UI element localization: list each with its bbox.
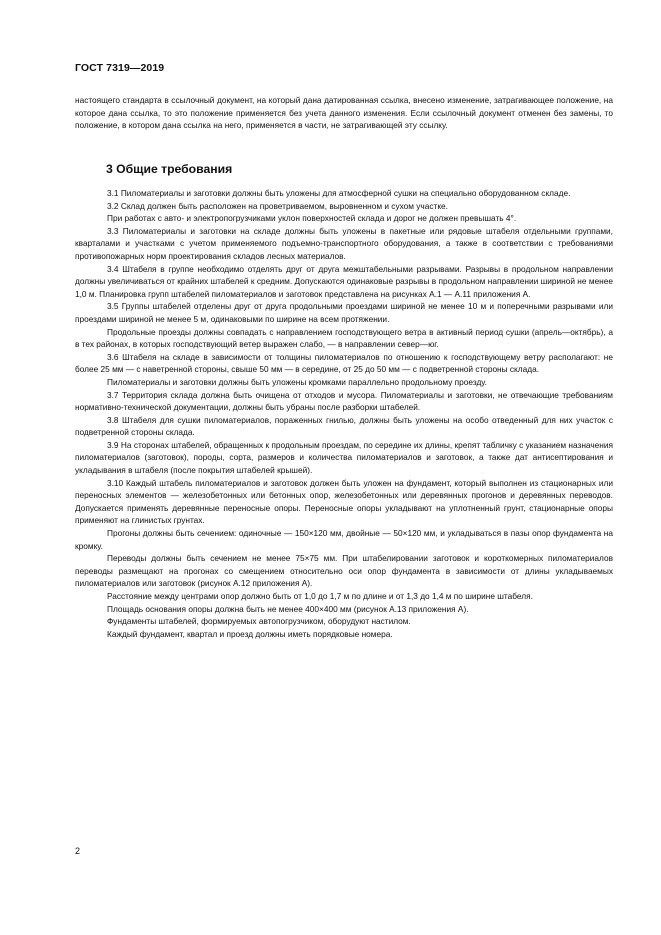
paragraph: 3.5 Группы штабелей отделены друг от друга продольными проездами шириной не менее 10 м и поперечными разрывами или проездами шириной не менее 5 м, одинаковыми по ширине на всем протяжении.	[75, 301, 613, 324]
standard-header: ГОСТ 7319—2019	[75, 62, 165, 74]
paragraph: 3.6 Штабеля на складе в зависимости от толщины пиломатериалов по отношению к господствующему ветру располагают: не более 25 мм — с наветренной стороны, свыше 50 мм — в середине, от 25 до 50 мм — с подветренной стороны склада.	[75, 351, 613, 375]
paragraph: Пиломатериалы и заготовки должны быть уложены кромками параллельно продольному проезду.	[107, 376, 487, 387]
paragraph: Расстояние между центрами опор должно быть от 1,0 до 1,7 м по длине и от 1,3 до 1,4 м по ширине штабеля.	[107, 591, 533, 601]
paragraph: Переводы должны быть сечением не менее 75×75 мм. При штабелировании заготовок и короткомерных пиломатериалов переводы размещают на прогонах со смещением относительно оси опор фундамента в зависимости от длины укладываемых пиломатериалов или заготовок (рисунок А.12 приложения А).	[75, 553, 613, 589]
paragraph: 3.2 Склад должен быть расположен на проветриваемом, выровненном и сухом участке.	[107, 200, 448, 211]
section-body	[75, 187, 613, 640]
paragraph: 3.1 Пиломатериалы и заготовки должны быть уложены для атмосферной сушки на специально оборудованном складе.	[107, 188, 571, 198]
intro-text: настоящего стандарта в ссылочный документ, на который дана датированная ссылка, внесено изменение, затрагивающее положение, на которое дана ссылка, то это положение применяется без учета данного изменения. Если ссылочный документ отменен без замены, то положение, в котором дана ссылка на него, применяется в части, не затрагивающей эту ссылку.	[75, 95, 613, 131]
paragraph: Каждый фундамент, квартал и проезд должны иметь порядковые номера.	[107, 628, 393, 639]
paragraph: Площадь основания опоры должна быть не менее 400×400 мм (рисунок А.13 приложения А).	[107, 603, 469, 614]
page-number: 2	[75, 846, 81, 856]
paragraph: Продольные проезды должны совпадать с направлением господствующего ветра в активный период сушки (апрель—октябрь), а в тех районах, в которых господствующий ветер выражен слабо, — в направлении север—юг.	[75, 326, 613, 350]
paragraph: Фундаменты штабелей, формируемых автопогрузчиком, оборудуют настилом.	[107, 616, 411, 627]
paragraph: 3.3 Пиломатериалы и заготовки на складе должны быть уложены в пакетные или рядовые штабеля отдельными группами, кварталами и участками с учетом применяемого подъемно-транспортного оборудования, а также в соответствии с требованиями противопожарных норм проектирования складов лесных материалов.	[75, 225, 613, 261]
paragraph: Прогоны должны быть сечением: одиночные — 150×120 мм, двойные — 50×120 мм, и укладываться в пазы опор фундамента на кромку.	[75, 528, 613, 551]
paragraph: При работах с авто- и электропогрузчиками уклон поверхностей склада и дорог не должен превышать 4°.	[107, 213, 517, 224]
paragraph: 3.7 Территория склада должна быть очищена от отходов и мусора. Пиломатериалы и заготовки, не отвечающие требованиям нормативно-технической документации, должны быть убраны после разборки штабелей.	[75, 389, 613, 413]
paragraph: 3.9 На сторонах штабелей, обращенных к продольным проездам, по середине их длины, крепят табличку с указанием назначения пиломатериалов (заготовок), породы, сорта, размеров и количества пиломатериалов и заготовок, а также дат антисептирования и укладывания в штабеля (после покрытия штабелей крышей).	[75, 439, 613, 476]
paragraph: 3.8 Штабеля для сушки пиломатериалов, пораженных гнилью, должны быть уложены на особо отведенный для них участок с подветренной стороны склада.	[75, 414, 613, 438]
intro-paragraph	[75, 94, 613, 132]
section-title: 3 Общие требования	[106, 162, 233, 176]
paragraph: 3.10 Каждый штабель пиломатериалов и заготовок должен быть уложен на фундамент, который выполнен из стационарных или переносных элементов — железобетонных или бетонных опор, железобетонных или деревянных прогонов и деревянных переводов. Допускается применять деревянные переносные опоры. Переносные опоры укладывают на уплотненный грунт, стационарные опоры применяют на глинистых грунтах.	[75, 477, 613, 526]
paragraph: 3.4 Штабеля в группе необходимо отделять друг от друга межштабельными разрывами. Разрывы в продольном направлении должны увеличиваться от крайних штабелей к средним. Допускаются одинаковые разрывы в продольном направлении шириной не менее 1,0 м. Планировка групп штабелей пиломатериалов и заготовок представлена на рисунках А.1 — А.11 приложения А.	[75, 263, 613, 299]
